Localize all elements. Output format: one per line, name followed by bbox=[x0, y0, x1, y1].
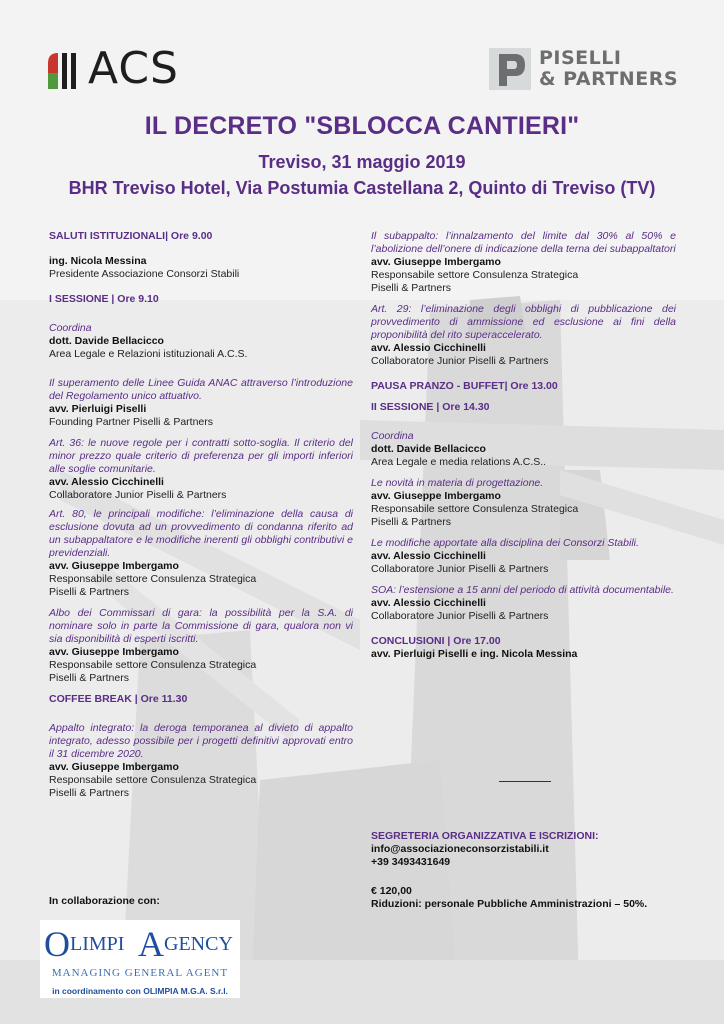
talk-topic: Appalto integrato: la deroga temporanea al divieto di appalto integrato, adesso possibile per i progetti definitivi approvati entro il 31 dicembre 2020. bbox=[49, 722, 353, 760]
olimpia-letter-a: A bbox=[138, 924, 164, 964]
speaker-name: avv. Alessio Cicchinelli bbox=[371, 550, 486, 562]
speaker-role: Responsabile settore Consulenza Strategica bbox=[49, 573, 257, 585]
speaker-name: avv. Alessio Cicchinelli bbox=[371, 597, 486, 609]
price: € 120,00 bbox=[371, 885, 412, 897]
discount-note: Riduzioni: personale Pubbliche Amministrazioni – 50%. bbox=[371, 898, 648, 910]
contact-email[interactable]: info@associazioneconsorzistabili.it bbox=[371, 843, 549, 855]
secretariat-header: SEGRETERIA ORGANIZZATIVA E ISCRIZIONI: bbox=[371, 830, 599, 842]
pp-logo-line2: & PARTNERS bbox=[539, 68, 679, 90]
speaker-name: avv. Giuseppe Imbergamo bbox=[49, 761, 179, 773]
event-venue: BHR Treviso Hotel, Via Postumia Castellana 2, Quinto di Treviso (TV) bbox=[68, 178, 656, 198]
pp-logo-mark-icon bbox=[489, 48, 531, 90]
speaker-name: avv. Alessio Cicchinelli bbox=[371, 342, 486, 354]
acs-logo-text: ACS bbox=[88, 43, 179, 94]
talk-topic: Il superamento delle Linee Guida ANAC attraverso l’introduzione del Regolamento unico attuativo. bbox=[49, 377, 353, 402]
talk-topic: Art. 80, le principali modifiche: l’eliminazione della causa di esclusione dovuta ad un provvedimento di condanna riferito ad un subappaltatore e le modifiche inerenti gli obblighi contributivi e previdenziali. bbox=[49, 508, 353, 559]
speaker-role: Responsabile settore Consulenza Strategica bbox=[49, 659, 257, 671]
speaker-role: Responsabile settore Consulenza Strategica bbox=[371, 503, 579, 515]
talk-topic: SOA: l’estensione a 15 anni del periodo di attività documentabile. bbox=[371, 584, 674, 596]
talk-topic: Le modifiche apportate alla disciplina dei Consorzi Stabili. bbox=[371, 537, 639, 549]
olimpia-coordination-note: in coordinamento con OLIMPIA M.G.A. S.r.l. bbox=[52, 986, 228, 996]
speaker-role: Piselli & Partners bbox=[49, 787, 129, 799]
speaker-name: avv. Giuseppe Imbergamo bbox=[49, 560, 179, 572]
speaker-role: Piselli & Partners bbox=[371, 516, 451, 528]
coordinator-role: Area Legale e Relazioni istituzionali A.C.S. bbox=[49, 348, 248, 360]
registration-info bbox=[371, 830, 691, 911]
acs-logo bbox=[46, 43, 179, 94]
separator-line bbox=[499, 781, 551, 782]
speaker-name: avv. Alessio Cicchinelli bbox=[49, 476, 164, 488]
coordinator-name: dott. Davide Bellacicco bbox=[371, 443, 486, 455]
coordinator-name: dott. Davide Bellacicco bbox=[49, 335, 164, 347]
olimpia-word-limpi: LIMPI bbox=[70, 933, 125, 955]
speaker-name: avv. Giuseppe Imbergamo bbox=[371, 256, 501, 268]
coordinator-label: Coordina bbox=[371, 430, 414, 442]
pp-logo-line1: PISELLI bbox=[539, 47, 622, 69]
speaker-role: Collaboratore Junior Piselli & Partners bbox=[371, 355, 549, 367]
speaker-role: Founding Partner Piselli & Partners bbox=[49, 416, 213, 428]
talk-topic: Il subappalto: l’innalzamento del limite dal 30% al 50% e l’abolizione dell’onere di indicazione della terna dei subappaltatori bbox=[371, 230, 676, 255]
talk-topic: Art. 36: le nuove regole per i contratti sotto-soglia. Il criterio del minor prezzo quale criterio di preferenza per gli importi inferiori alle soglie comunitarie. bbox=[49, 437, 353, 475]
coordinator-label: Coordina bbox=[49, 322, 92, 334]
speaker-role: Piselli & Partners bbox=[49, 586, 129, 598]
speaker-role: Collaboratore Junior Piselli & Partners bbox=[49, 489, 227, 501]
section-header-session-2: II SESSIONE | Ore 14.30 bbox=[371, 401, 490, 413]
speaker-role: Responsabile settore Consulenza Strategica bbox=[371, 269, 579, 281]
speaker-name: avv. Giuseppe Imbergamo bbox=[49, 646, 179, 658]
section-header-saluti: SALUTI ISTITUZIONALI| Ore 9.00 bbox=[49, 230, 213, 242]
program-left-column bbox=[49, 230, 353, 800]
coordinator-role: Area Legale e media relations A.C.S.. bbox=[371, 456, 547, 468]
section-header-coffee-break: COFFEE BREAK | Ore 11.30 bbox=[49, 693, 188, 705]
olimpia-agency-logo bbox=[40, 920, 240, 998]
talk-topic: Albo dei Commissari di gara: la possibilità per la S.A. di nominare solo in parte la Commissione di gara, qualora non vi sia disponibilità di esperti iscritti. bbox=[49, 607, 353, 645]
talk-topic: Le novità in materia di progettazione. bbox=[371, 477, 544, 489]
section-header-conclusions: CONCLUSIONI | Ore 17.00 bbox=[371, 635, 501, 647]
program-right-column bbox=[371, 230, 676, 661]
piselli-partners-logo bbox=[489, 48, 678, 90]
event-date: Treviso, 31 maggio 2019 bbox=[258, 152, 466, 172]
collaboration-label: In collaborazione con: bbox=[49, 895, 160, 907]
speaker-name: ing. Nicola Messina bbox=[49, 255, 147, 267]
conclusions-speakers: avv. Pierluigi Piselli e ing. Nicola Messina bbox=[371, 648, 578, 660]
section-header-session-1: I SESSIONE | Ore 9.10 bbox=[49, 293, 159, 305]
page-title: IL DECRETO "SBLOCCA CANTIERI" bbox=[144, 112, 580, 140]
speaker-role: Collaboratore Junior Piselli & Partners bbox=[371, 563, 549, 575]
speaker-role: Presidente Associazione Consorzi Stabili bbox=[49, 268, 240, 280]
olimpia-letter-o: O bbox=[44, 924, 70, 964]
olimpia-word-gency: GENCY bbox=[164, 933, 233, 955]
speaker-role: Responsabile settore Consulenza Strategica bbox=[49, 774, 257, 786]
section-header-lunch: PAUSA PRANZO - BUFFET| Ore 13.00 bbox=[371, 380, 558, 392]
contact-phone[interactable]: +39 3493431649 bbox=[371, 856, 451, 868]
olimpia-tagline: MANAGING GENERAL AGENT bbox=[51, 967, 229, 979]
talk-topic: Art. 29: l’eliminazione degli obblighi di pubblicazione dei provvedimento di ammissione ed esclusione ai fini della proponibilità del rito superaccelerato. bbox=[371, 303, 676, 341]
speaker-role: Collaboratore Junior Piselli & Partners bbox=[371, 610, 549, 622]
speaker-name: avv. Pierluigi Piselli bbox=[49, 403, 147, 415]
acs-logo-mark-icon bbox=[46, 49, 84, 89]
speaker-role: Piselli & Partners bbox=[49, 672, 129, 684]
speaker-name: avv. Giuseppe Imbergamo bbox=[371, 490, 501, 502]
speaker-role: Piselli & Partners bbox=[371, 282, 451, 294]
